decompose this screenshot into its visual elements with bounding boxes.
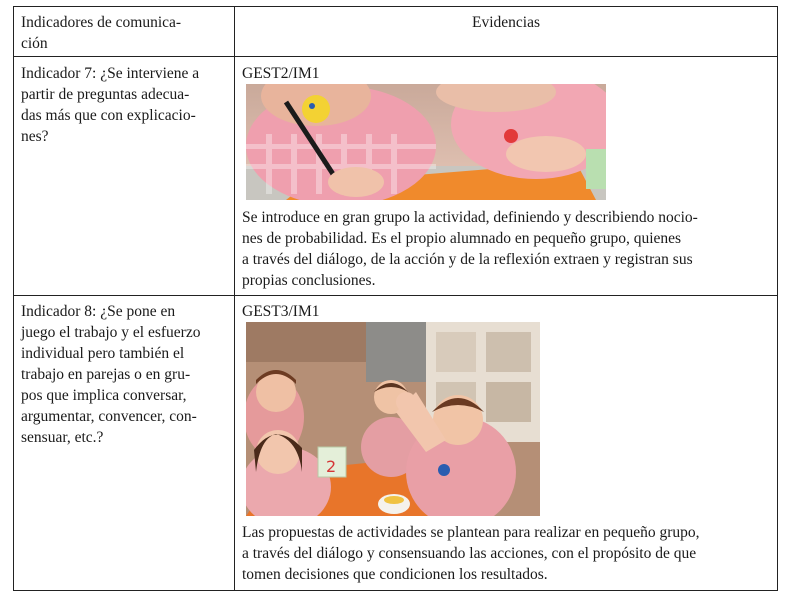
dice-label: 2 [326, 457, 337, 476]
children-drawing-photo [246, 84, 606, 200]
header-divider [14, 56, 777, 57]
row-divider [14, 295, 777, 296]
evidence-description-2: Las propuestas de actividades se plantean para realizar en pequeño grupo, a través del diálogo y consensuando las acciones, con el propósito de que tomen decisiones que condicionen los resultados. [242, 524, 700, 583]
evidence-code-2: GEST3/IM1 [242, 303, 320, 320]
evidence-description-1: Se introduce en gran grupo la actividad, definiendo y describiendo nocio- nes de probabilidad. Es el propio alumnado en pequeño grupo, quienes a través del diálogo, de la acción y de la reflexión extraen y registran sus propias conclusiones. [242, 209, 698, 289]
evidence-table [13, 6, 778, 591]
column-divider [234, 7, 235, 590]
evidence-code-1: GEST2/IM1 [242, 65, 320, 82]
header-evidencias: Evidencias [471, 14, 540, 31]
header-indicators: Indicadores de comunica- ción [21, 14, 182, 52]
indicator-7-text: Indicador 7: ¿Se interviene a partir de preguntas adecua- das más que con explicacio- nes? [21, 65, 200, 145]
indicator-8-text: Indicador 8: ¿Se pone en juego el trabajo y el esfuerzo individual pero también el trabajo en parejas o en gru- pos que implica conversar, argumentar, convencer, con- sensuar, etc.? [21, 303, 201, 446]
children-group-photo [246, 322, 540, 516]
